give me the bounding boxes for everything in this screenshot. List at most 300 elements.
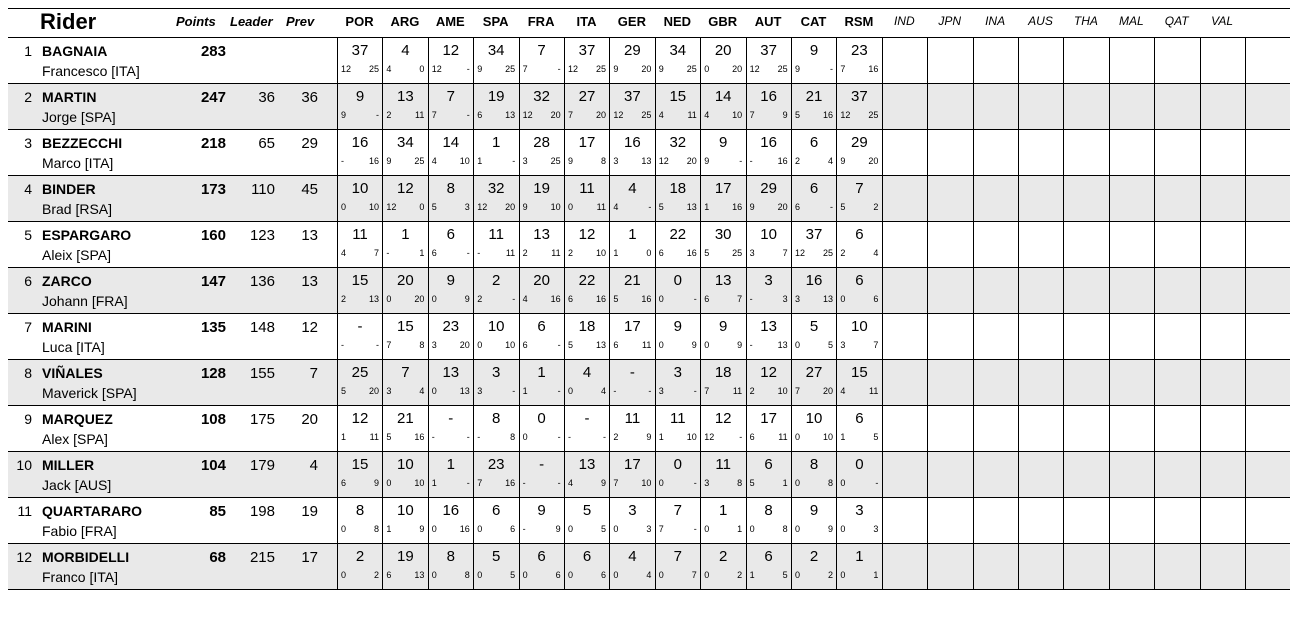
race-points-breakdown — [613, 156, 651, 166]
race-points: 9 — [419, 524, 425, 534]
race-result-cell — [609, 84, 654, 129]
points-column-header: Points — [176, 14, 216, 29]
race-total-points: 19 — [487, 88, 505, 105]
race-result-cell — [428, 360, 473, 405]
race-points-breakdown — [341, 524, 379, 534]
race-column-header: GBR — [708, 14, 738, 29]
race-points-breakdown — [613, 110, 651, 120]
sprint-points: 0 — [613, 524, 619, 534]
race-points-breakdown — [523, 340, 561, 350]
table-row — [8, 360, 1290, 406]
race-result-cell — [564, 84, 609, 129]
race-points-breakdown — [523, 478, 561, 488]
race-result-cell — [337, 38, 382, 83]
race-points-breakdown — [523, 432, 561, 442]
sprint-points: 1 — [477, 156, 483, 166]
race-result-cell — [882, 406, 927, 451]
sprint-points: 7 — [795, 386, 801, 396]
race-points-breakdown — [386, 294, 424, 304]
race-total-points: 37 — [351, 42, 369, 59]
rider-last-name: BINDER — [42, 181, 96, 197]
race-points: 0 — [419, 64, 425, 74]
rider-gap-to-leader: 179 — [249, 457, 275, 474]
race-result-cell — [1109, 38, 1154, 83]
race-result-cell — [1063, 222, 1108, 267]
race-result-cell — [1018, 130, 1063, 175]
race-total-points: 34 — [669, 42, 687, 59]
sprint-points: 1 — [522, 386, 528, 396]
race-result-cell — [973, 176, 1018, 221]
race-points-breakdown — [659, 432, 697, 442]
rider-position: 8 — [24, 365, 32, 381]
race-result-cell — [473, 130, 518, 175]
race-points: 1 — [419, 248, 425, 258]
race-points-breakdown — [840, 570, 878, 580]
race-points-breakdown — [386, 156, 424, 166]
race-result-cell — [927, 498, 972, 543]
sprint-points: 1 — [840, 432, 846, 442]
race-points: 13 — [368, 294, 379, 304]
sprint-points: 2 — [386, 110, 392, 120]
race-result-cell — [1200, 130, 1245, 175]
race-total-points: 16 — [442, 502, 460, 519]
race-points-breakdown — [795, 202, 833, 212]
race-total-points: 4 — [628, 548, 637, 565]
race-result-cell — [428, 268, 473, 313]
race-total-points: 6 — [537, 548, 546, 565]
race-total-points: 20 — [533, 272, 550, 289]
race-points-breakdown — [795, 340, 833, 350]
race-points: 6 — [510, 524, 516, 534]
sprint-points: - — [431, 432, 435, 442]
race-total-points: 9 — [809, 502, 819, 519]
race-result-cell — [836, 38, 881, 83]
sprint-points: 4 — [840, 386, 846, 396]
race-result-cell — [382, 176, 427, 221]
race-result-cell — [700, 544, 745, 589]
race-column-header: AUT — [754, 14, 782, 29]
race-points: 0 — [419, 202, 425, 212]
rider-first-name: Maverick [SPA] — [42, 385, 137, 401]
race-points: 10 — [505, 340, 516, 350]
race-points-breakdown — [477, 432, 515, 442]
race-result-cell — [973, 498, 1018, 543]
race-result-cell — [1154, 38, 1199, 83]
race-result-cell — [564, 406, 609, 451]
rider-points: 147 — [200, 273, 226, 290]
race-points: 25 — [868, 110, 879, 120]
rider-position: 6 — [24, 273, 32, 289]
race-total-points: 7 — [537, 42, 546, 59]
race-total-points: 37 — [805, 226, 823, 243]
sprint-points: 0 — [795, 340, 801, 350]
race-result-cell — [1200, 406, 1245, 451]
race-points-breakdown — [386, 202, 424, 212]
race-total-points: 8 — [446, 548, 455, 565]
sprint-points: 2 — [341, 294, 347, 304]
race-result-cell — [382, 544, 427, 589]
rider-position: 4 — [24, 181, 32, 197]
race-points: 11 — [642, 340, 652, 350]
race-total-points: 18 — [669, 180, 687, 197]
rider-first-name: Luca [ITA] — [42, 339, 105, 355]
sprint-points: 7 — [477, 478, 483, 488]
race-result-cell — [746, 314, 791, 359]
race-total-points: 23 — [442, 318, 460, 335]
race-total-points: 32 — [533, 88, 550, 105]
rider-points: 247 — [200, 89, 226, 106]
race-total-points: 6 — [809, 180, 819, 197]
race-result-cell — [700, 498, 745, 543]
sprint-points: 0 — [704, 340, 710, 350]
race-result-cell — [1109, 176, 1154, 221]
race-total-points: 3 — [628, 502, 637, 519]
race-points-breakdown — [386, 524, 424, 534]
race-total-points: 25 — [351, 364, 369, 381]
race-result-cell — [791, 452, 836, 497]
sprint-points: 7 — [658, 524, 664, 534]
table-right-border — [1245, 544, 1246, 589]
race-points: 2 — [737, 570, 743, 580]
race-points: - — [557, 340, 561, 350]
race-points: 9 — [373, 478, 379, 488]
race-result-cell — [746, 84, 791, 129]
sprint-points: 5 — [341, 386, 347, 396]
sprint-points: 5 — [568, 340, 574, 350]
table-row — [8, 406, 1290, 452]
race-points-breakdown — [341, 432, 379, 442]
race-points-breakdown — [477, 524, 515, 534]
race-points: 20 — [595, 110, 606, 120]
race-total-points: 1 — [855, 548, 864, 565]
race-result-cell — [337, 222, 382, 267]
race-column-header: FRA — [527, 14, 555, 29]
race-points: 4 — [873, 248, 879, 258]
race-result-cell — [1063, 84, 1108, 129]
race-result-cell — [1154, 498, 1199, 543]
race-result-cell — [519, 176, 564, 221]
rider-last-name: MARQUEZ — [42, 411, 113, 427]
race-points: 20 — [686, 156, 697, 166]
race-points: 16 — [595, 294, 606, 304]
race-points-breakdown — [568, 432, 606, 442]
race-points: 13 — [595, 340, 606, 350]
sprint-points: - — [568, 432, 571, 442]
sprint-points: 2 — [613, 432, 619, 442]
race-result-cell — [836, 268, 881, 313]
rider-first-name: Marco [ITA] — [42, 155, 114, 171]
sprint-points: 4 — [386, 64, 392, 74]
race-points: 13 — [822, 294, 833, 304]
rider-points: 104 — [200, 457, 226, 474]
sprint-points: 2 — [568, 248, 574, 258]
race-points-breakdown — [659, 524, 697, 534]
rider-first-name: Francesco [ITA] — [42, 63, 140, 79]
rider-points: 68 — [209, 549, 226, 566]
race-result-cell — [882, 222, 927, 267]
race-points: 25 — [732, 248, 743, 258]
race-total-points: 19 — [397, 548, 414, 565]
race-result-cell — [655, 176, 700, 221]
race-points: 16 — [459, 524, 470, 534]
race-result-cell — [927, 314, 972, 359]
race-points-breakdown — [568, 478, 606, 488]
race-points-breakdown — [386, 386, 424, 396]
race-total-points: 13 — [760, 318, 777, 335]
race-result-cell — [519, 498, 564, 543]
race-points: 10 — [732, 110, 743, 120]
race-result-cell — [1154, 360, 1199, 405]
race-total-points: 6 — [855, 272, 864, 289]
race-total-points: 0 — [673, 456, 682, 473]
race-result-cell — [882, 268, 927, 313]
race-result-cell — [655, 452, 700, 497]
race-total-points: 9 — [537, 502, 546, 519]
race-total-points: 13 — [442, 364, 460, 381]
race-points-breakdown — [432, 202, 470, 212]
race-points-breakdown — [432, 478, 470, 488]
future-race-column-header: IND — [893, 14, 915, 28]
rider-position: 12 — [16, 549, 32, 565]
race-total-points: 16 — [760, 134, 777, 151]
sprint-points: 4 — [568, 478, 574, 488]
race-points: 11 — [505, 248, 516, 258]
race-total-points: 2 — [809, 548, 819, 565]
race-points: 9 — [464, 294, 470, 304]
race-points: 16 — [368, 156, 379, 166]
race-result-cell — [700, 130, 745, 175]
sprint-points: 7 — [749, 110, 755, 120]
race-result-cell — [473, 222, 518, 267]
race-result-cell — [1063, 406, 1108, 451]
race-points-breakdown — [659, 386, 697, 396]
sprint-points: 6 — [386, 570, 392, 580]
race-points-breakdown — [659, 156, 697, 166]
race-points: 10 — [459, 156, 470, 166]
rider-last-name: MARINI — [42, 319, 92, 335]
race-total-points: 34 — [487, 42, 505, 59]
race-points-breakdown — [795, 64, 833, 74]
table-row — [8, 498, 1290, 544]
sprint-points: 3 — [704, 478, 710, 488]
race-column-header: ARG — [390, 14, 420, 29]
race-points: 4 — [827, 156, 833, 166]
rider-position: 5 — [24, 227, 32, 243]
race-result-cell — [1018, 222, 1063, 267]
sprint-points: 9 — [840, 156, 846, 166]
race-points: 11 — [369, 432, 379, 442]
rider-column-header: Rider — [40, 9, 97, 34]
race-total-points: 4 — [401, 42, 410, 59]
table-row — [8, 130, 1290, 176]
race-result-cell — [836, 176, 881, 221]
sprint-points: 4 — [431, 156, 437, 166]
race-result-cell — [1109, 360, 1154, 405]
race-result-cell — [700, 406, 745, 451]
race-total-points: 6 — [764, 456, 773, 473]
sprint-points: 0 — [840, 570, 846, 580]
race-points: 9 — [646, 432, 652, 442]
race-total-points: 8 — [764, 502, 773, 519]
race-total-points: 12 — [578, 226, 596, 243]
sprint-points: 2 — [840, 248, 846, 258]
race-points-breakdown — [477, 570, 515, 580]
race-points-breakdown — [568, 248, 606, 258]
race-points-breakdown — [341, 478, 379, 488]
race-points: 8 — [510, 432, 516, 442]
rider-gap-to-previous: 13 — [301, 273, 318, 290]
race-result-cell — [791, 406, 836, 451]
race-result-cell — [791, 222, 836, 267]
sprint-points: 6 — [568, 294, 574, 304]
race-result-cell — [1154, 544, 1199, 589]
race-total-points: 32 — [669, 134, 687, 151]
race-total-points: 2 — [719, 548, 728, 565]
race-result-cell — [791, 268, 836, 313]
race-points-breakdown — [341, 386, 379, 396]
race-points-breakdown — [750, 202, 788, 212]
race-total-points: 5 — [809, 318, 819, 335]
race-result-cell — [836, 498, 881, 543]
race-points-breakdown — [341, 156, 379, 166]
race-total-points: 11 — [624, 410, 641, 427]
race-total-points: 12 — [397, 180, 414, 197]
race-points-breakdown — [386, 248, 424, 258]
race-result-cell — [791, 84, 836, 129]
table-row — [8, 544, 1290, 590]
sprint-points: 0 — [840, 524, 846, 534]
sprint-points: 6 — [431, 248, 437, 258]
future-race-column-header: MAL — [1118, 14, 1144, 28]
sprint-points: 1 — [704, 202, 710, 212]
race-result-cell — [882, 38, 927, 83]
race-total-points: 17 — [624, 456, 641, 473]
race-total-points: 1 — [401, 226, 410, 243]
race-total-points: 11 — [670, 410, 686, 427]
race-total-points: - — [539, 456, 545, 473]
race-result-cell — [382, 360, 427, 405]
race-total-points: 28 — [533, 134, 550, 151]
rider-first-name: Fabio [FRA] — [42, 523, 117, 539]
sprint-points: 4 — [613, 202, 619, 212]
race-column-header: RSM — [844, 14, 874, 29]
sprint-points: 7 — [613, 478, 619, 488]
race-result-cell — [473, 544, 518, 589]
race-result-cell — [382, 130, 427, 175]
sprint-points: - — [749, 294, 753, 304]
race-points: - — [512, 156, 516, 166]
race-total-points: 15 — [397, 318, 414, 335]
race-points: 25 — [822, 248, 833, 258]
race-points: 16 — [414, 432, 425, 442]
table-row — [8, 84, 1290, 130]
race-total-points: 11 — [715, 456, 731, 473]
race-result-cell — [655, 38, 700, 83]
race-result-cell — [1200, 84, 1245, 129]
rider-gap-to-leader: 215 — [249, 549, 275, 566]
race-result-cell — [1154, 268, 1199, 313]
race-result-cell — [927, 452, 972, 497]
race-result-cell — [882, 314, 927, 359]
race-result-cell — [655, 268, 700, 313]
sprint-points: 9 — [477, 64, 483, 74]
race-points-breakdown — [704, 248, 742, 258]
race-result-cell — [1018, 176, 1063, 221]
race-points-breakdown — [432, 432, 470, 442]
rider-points: 135 — [200, 319, 226, 336]
race-result-cell — [927, 176, 972, 221]
race-total-points: 4 — [628, 180, 637, 197]
prev-column-header: Prev — [286, 14, 315, 29]
sprint-points: 2 — [795, 156, 801, 166]
race-total-points: 9 — [355, 88, 365, 105]
race-total-points: 10 — [351, 180, 369, 197]
race-result-cell — [1109, 544, 1154, 589]
race-points: 11 — [687, 110, 697, 120]
table-row — [8, 268, 1290, 314]
sprint-points: 12 — [477, 202, 488, 212]
rider-position: 9 — [24, 411, 32, 427]
race-result-cell — [473, 360, 518, 405]
race-total-points: 11 — [579, 180, 595, 197]
race-result-cell — [1200, 498, 1245, 543]
race-points: - — [557, 64, 561, 74]
sprint-points: - — [386, 248, 390, 258]
race-points: 9 — [691, 340, 697, 350]
sprint-points: 0 — [431, 570, 437, 580]
race-points-breakdown — [840, 432, 878, 442]
race-points: 10 — [777, 386, 788, 396]
race-total-points: 29 — [760, 180, 777, 197]
race-points: 7 — [737, 294, 743, 304]
race-result-cell — [609, 452, 654, 497]
sprint-points: - — [341, 340, 344, 350]
sprint-points: 4 — [522, 294, 528, 304]
race-total-points: 13 — [533, 226, 550, 243]
race-points-breakdown — [795, 110, 833, 120]
race-points-breakdown — [523, 64, 561, 74]
table-right-border — [1245, 314, 1246, 359]
race-total-points: 15 — [669, 88, 687, 105]
race-total-points: 27 — [805, 364, 823, 381]
race-points-breakdown — [477, 294, 515, 304]
race-points: - — [557, 386, 561, 396]
rider-first-name: Jorge [SPA] — [42, 109, 116, 125]
race-points: - — [693, 294, 697, 304]
race-points: 8 — [737, 478, 743, 488]
race-result-cell — [1200, 544, 1245, 589]
race-points: 9 — [555, 524, 561, 534]
race-result-cell — [1200, 222, 1245, 267]
race-points-breakdown — [704, 202, 742, 212]
race-points: 7 — [373, 248, 379, 258]
sprint-points: 0 — [840, 294, 846, 304]
sprint-points: 12 — [431, 64, 442, 74]
rider-gap-to-leader: 36 — [258, 89, 275, 106]
sprint-points: 3 — [840, 340, 846, 350]
race-points: - — [739, 156, 743, 166]
race-total-points: 3 — [764, 272, 773, 289]
race-result-cell — [791, 130, 836, 175]
sprint-points: 4 — [658, 110, 664, 120]
race-column-header: ITA — [576, 14, 597, 29]
race-total-points: 6 — [855, 226, 864, 243]
race-points: 3 — [464, 202, 470, 212]
race-points-breakdown — [523, 524, 561, 534]
sprint-points: 0 — [431, 294, 437, 304]
rider-gap-to-leader: 148 — [249, 319, 275, 336]
sprint-points: 0 — [341, 524, 347, 534]
